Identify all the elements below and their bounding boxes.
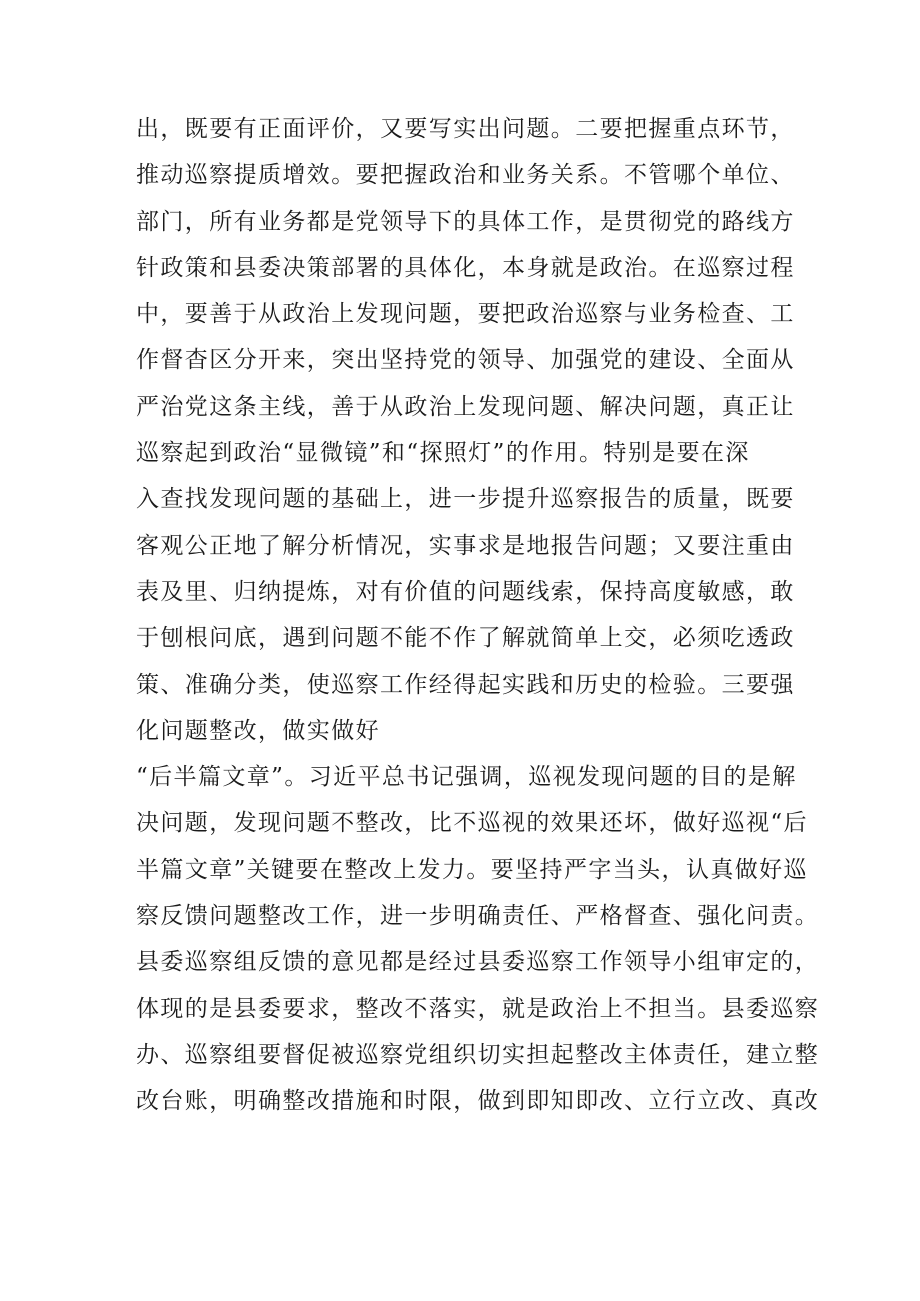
text-line: 客观公正地了解分析情况，实事求是地报告问题；又要注重由	[136, 532, 795, 559]
body-text	[136, 106, 820, 1125]
text-line: 出，既要有正面评价，又要写实出问题。二要把握重点环节，	[136, 116, 795, 142]
text-line: 半篇文章”关键要在整改上发力。要坚持严字当头，认真做好巡	[136, 856, 808, 883]
text-line: 于刨根问底，遇到问题不能不作了解就简单上交，必须吃透政	[136, 625, 795, 652]
text-line: 化问题整改，做实做好	[136, 717, 380, 744]
text-line: 办、巡察组要督促被巡察党组织切实担起整改主体责任，建立整	[136, 1041, 820, 1068]
text-line: “后半篇文章”。习近平总书记强调，巡视发现问题的目的是解	[136, 764, 797, 791]
text-line: 策、准确分类，使巡察工作经得起实践和历史的检验。三要强	[136, 671, 795, 698]
text-line: 作督杳区分开来，突出坚持党的领导、加强党的建设、全面从	[136, 347, 795, 374]
text-line: 针政策和县委决策部署的具体化，本身就是政治。在巡察过程	[136, 254, 795, 281]
text-line: 严治党这条主线，善于从政治上发现问题、解决问题，真正让	[136, 393, 795, 420]
text-line: 改台账，明确整改措施和时限，做到即知即改、立行立改、真改	[136, 1088, 820, 1115]
text-line: 推动巡察提质增效。要把握政治和业务关系。不管哪个单位、	[136, 162, 795, 189]
text-line: 入查找发现问题的基础上，进一步提升巡察报告的质量，既要	[136, 486, 795, 513]
text-line: 决问题，发现问题不整改，比不巡视的效果还坏，做好巡视“后	[136, 810, 808, 837]
text-line: 巡察起到政治“显微镜”和“探照灯”的作用。特别是要在深	[136, 440, 750, 467]
text-line: 察反馈问题整改工作，进一步明确责任、严格督查、强化问责。	[136, 903, 820, 930]
text-line: 中，要善于从政治上发现问题，要把政治巡察与业务检查、工	[136, 301, 795, 328]
text-line: 部门，所有业务都是党领导下的具体工作，是贯彻党的路线方	[136, 208, 795, 235]
text-line: 体现的是县委要求，整改不落实，就是政治上不担当。县委巡察	[136, 995, 820, 1022]
text-line: 表及里、归纳提炼，对有价值的问题线索，保持高度敏感，敢	[136, 578, 795, 605]
text-line: 县委巡察组反馈的意见都是经过县委巡察工作领导小组审定的，	[136, 949, 820, 976]
